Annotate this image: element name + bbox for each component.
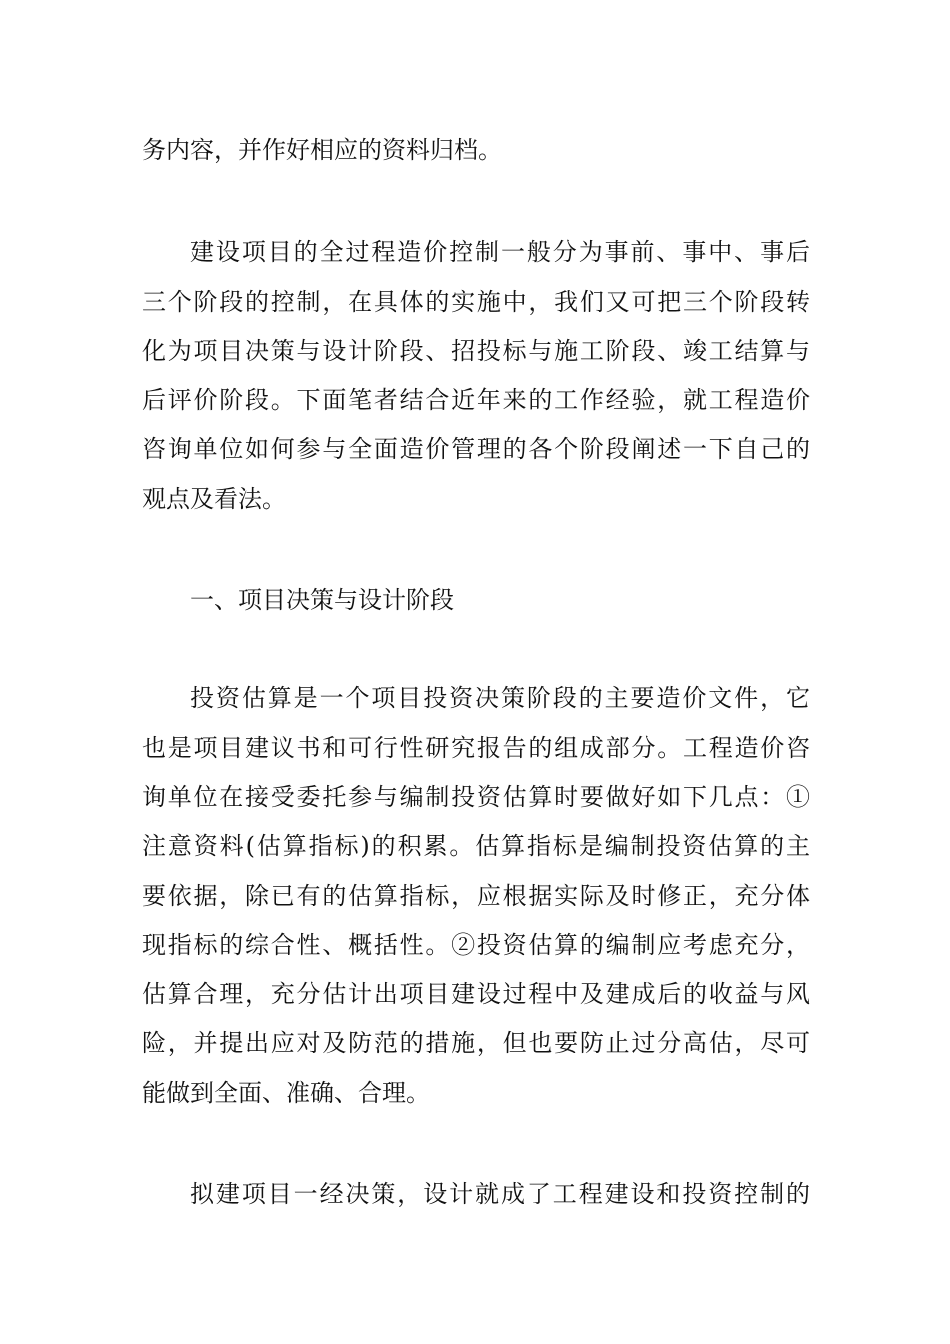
paragraph-line: 投资估算是一个项目投资决策阶段的主要造价文件，它 [190, 684, 810, 712]
paragraph-line: 三个阶段的控制，在具体的实施中，我们又可把三个阶段转 [142, 288, 810, 316]
paragraph-line: 拟建项目一经决策，设计就成了工程建设和投资控制的 [190, 1180, 810, 1208]
paragraph-line: 现指标的综合性、概括性。②投资估算的编制应考虑充分， [142, 931, 810, 959]
paragraph-line: 询单位在接受委托参与编制投资估算时要做好如下几点：① [142, 783, 810, 811]
paragraph-line: 化为项目决策与设计阶段、招投标与施工阶段、竣工结算与 [142, 337, 810, 365]
paragraph-line: 后评价阶段。下面笔者结合近年来的工作经验，就工程造价 [142, 386, 810, 414]
paragraph-line: 也是项目建议书和可行性研究报告的组成部分。工程造价咨 [142, 734, 810, 762]
paragraph-line: 险，并提出应对及防范的措施，但也要防止过分高估，尽可 [142, 1029, 810, 1057]
paragraph-line: 观点及看法。 [142, 485, 286, 513]
paragraph-line: 建设项目的全过程造价控制一般分为事前、事中、事后 [190, 238, 810, 266]
paragraph-line: 要依据，除已有的估算指标，应根据实际及时修正，充分体 [142, 882, 810, 910]
paragraph-line: 务内容，并作好相应的资料归档。 [142, 136, 502, 164]
paragraph-line: 注意资料(估算指标)的积累。估算指标是编制投资估算的主 [142, 832, 810, 860]
paragraph-line: 咨询单位如何参与全面造价管理的各个阶段阐述一下自己的 [142, 435, 810, 463]
section-heading: 一、项目决策与设计阶段 [190, 586, 454, 614]
paragraph-line: 估算合理，充分估计出项目建设过程中及建成后的收益与风 [142, 980, 810, 1008]
paragraph-line: 能做到全面、准确、合理。 [142, 1079, 430, 1107]
